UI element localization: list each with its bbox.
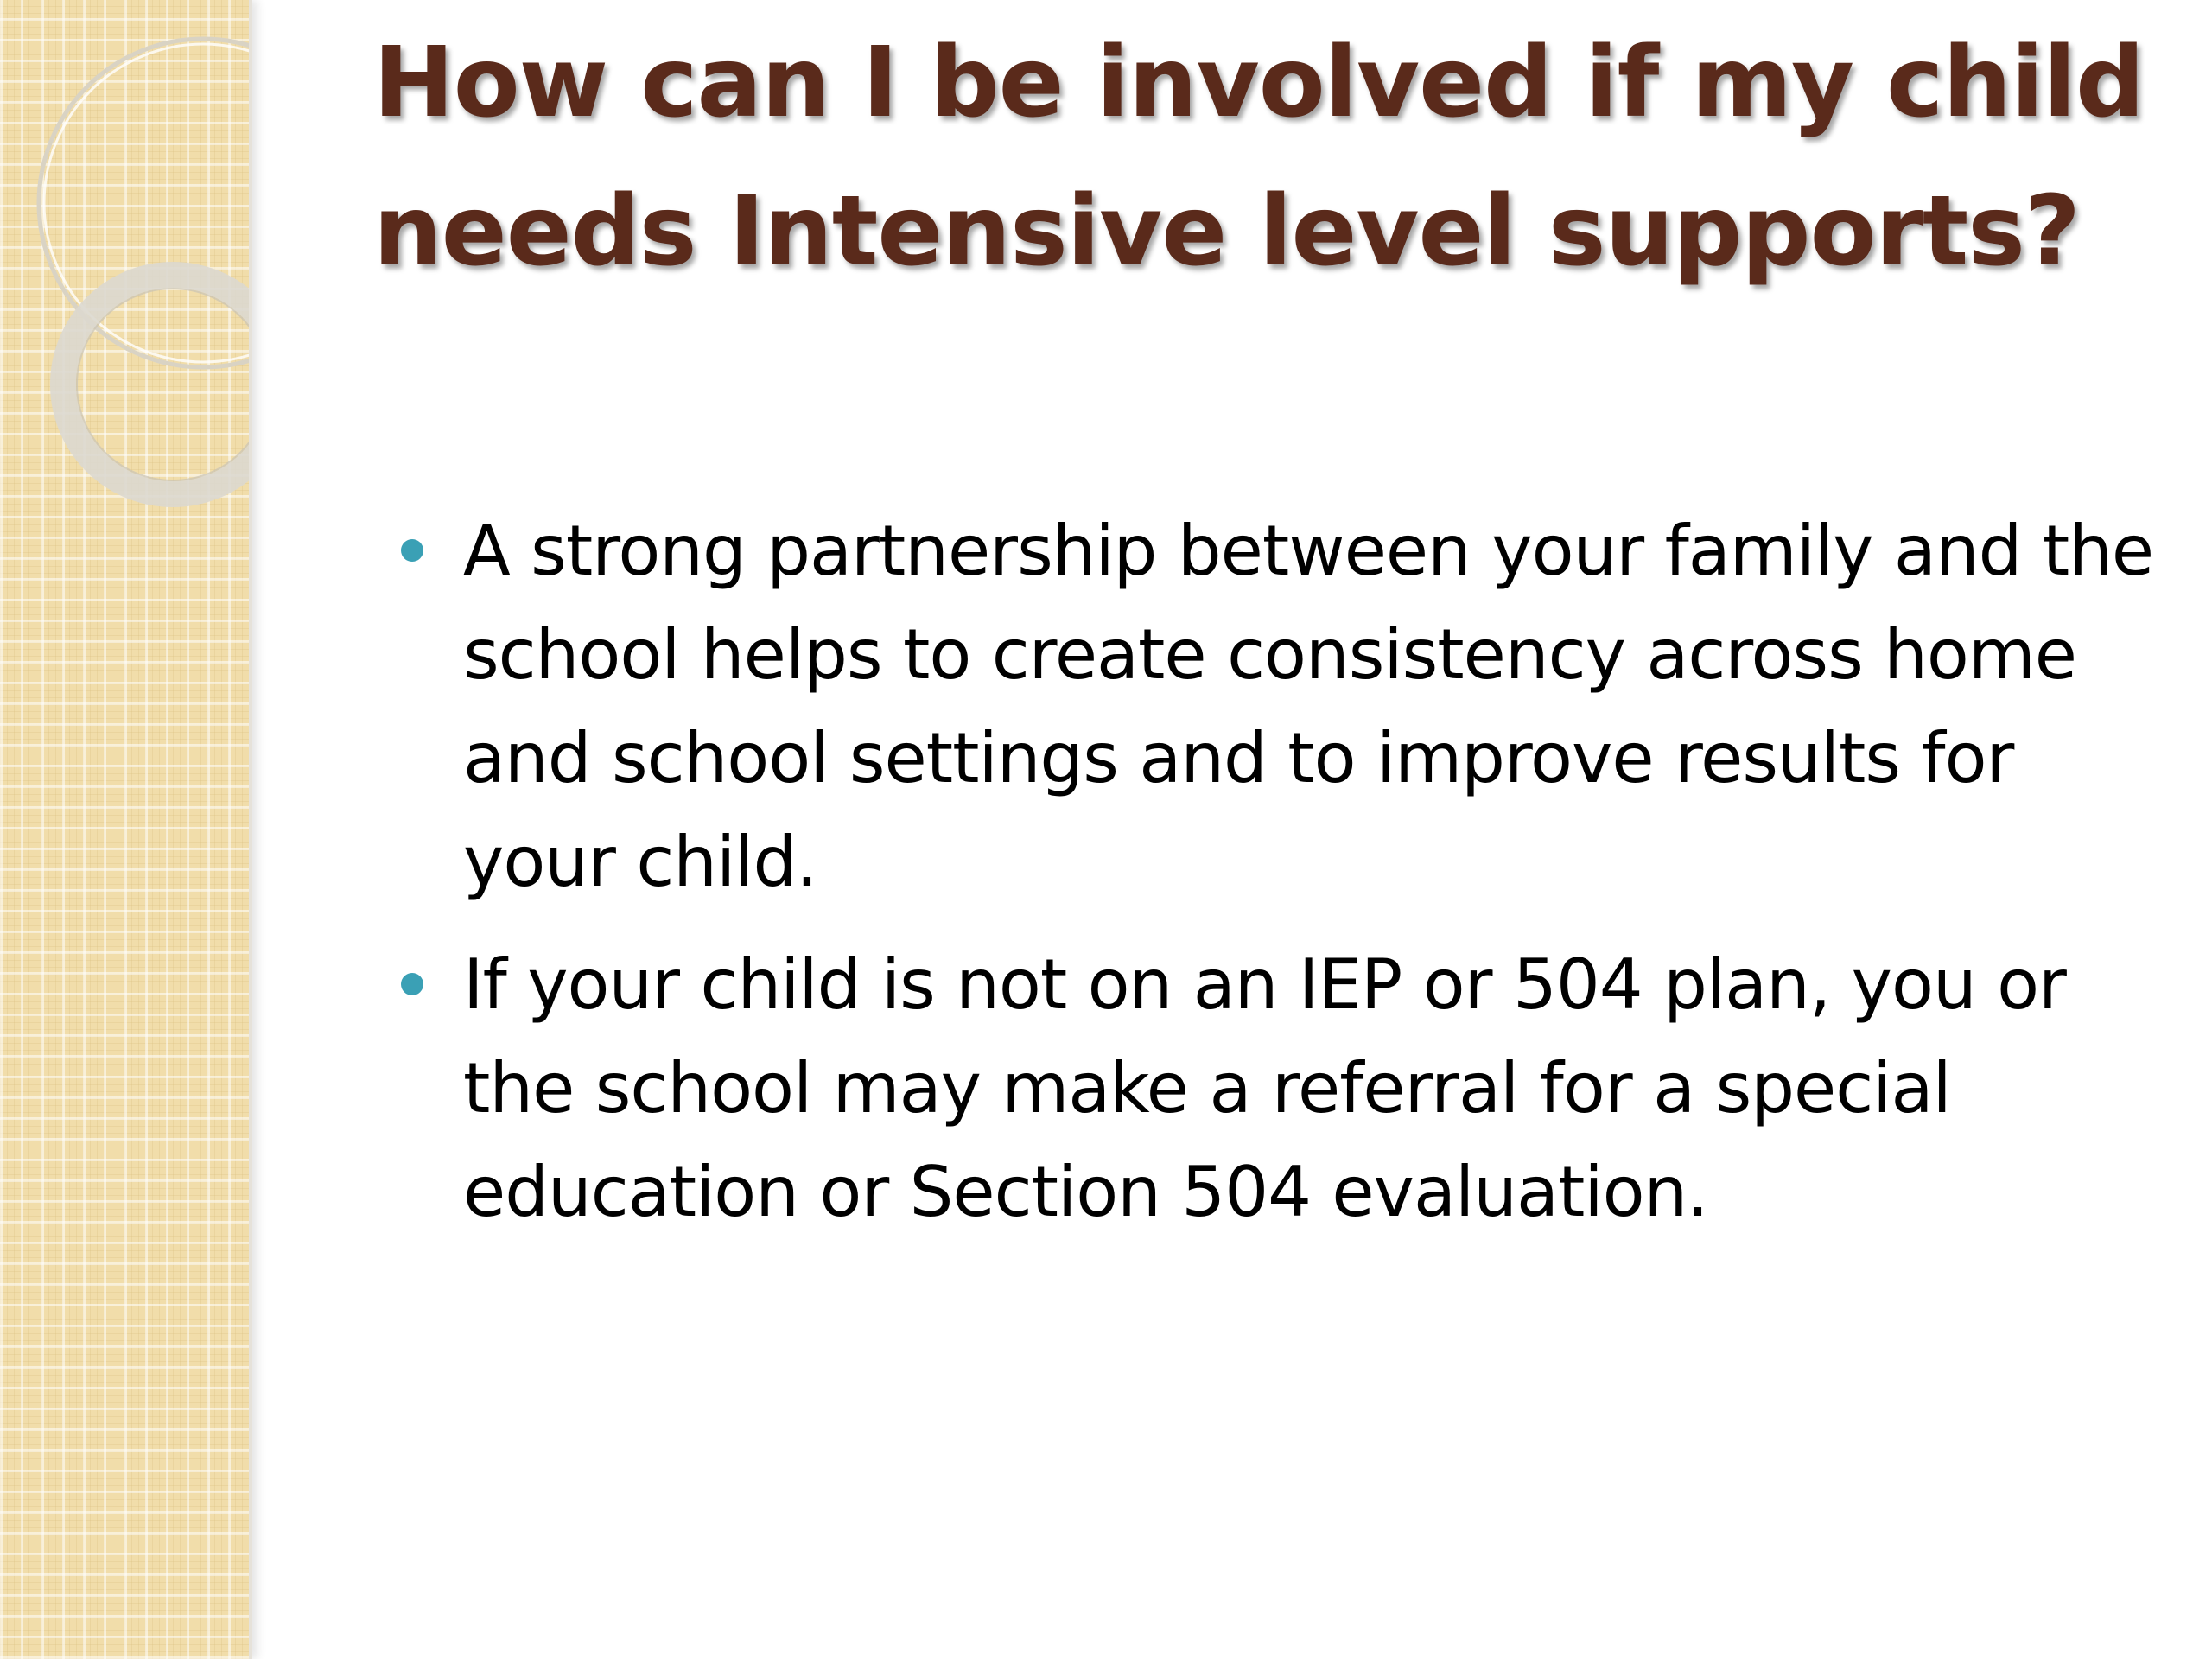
bullet-item-partnership [389,499,2186,914]
slide-title: How can I be involved if my child needs Intensive level supports? [373,27,2145,288]
bullet-dot-icon [401,973,423,995]
bullet-dot-icon [401,539,423,562]
bullet-list [389,499,2186,1244]
decorative-rings [0,0,249,553]
small-ring [63,275,249,494]
bullet-item-referral [389,933,2186,1244]
bullet-text: A strong partnership between your family and the school helps to create consistency across home and school settings and to improve results for your child. [463,511,2154,902]
bullet-text: If your child is not on an IEP or 504 plan, you or the school may make a referral for a special education or Section 504 evaluation. [463,944,2066,1232]
